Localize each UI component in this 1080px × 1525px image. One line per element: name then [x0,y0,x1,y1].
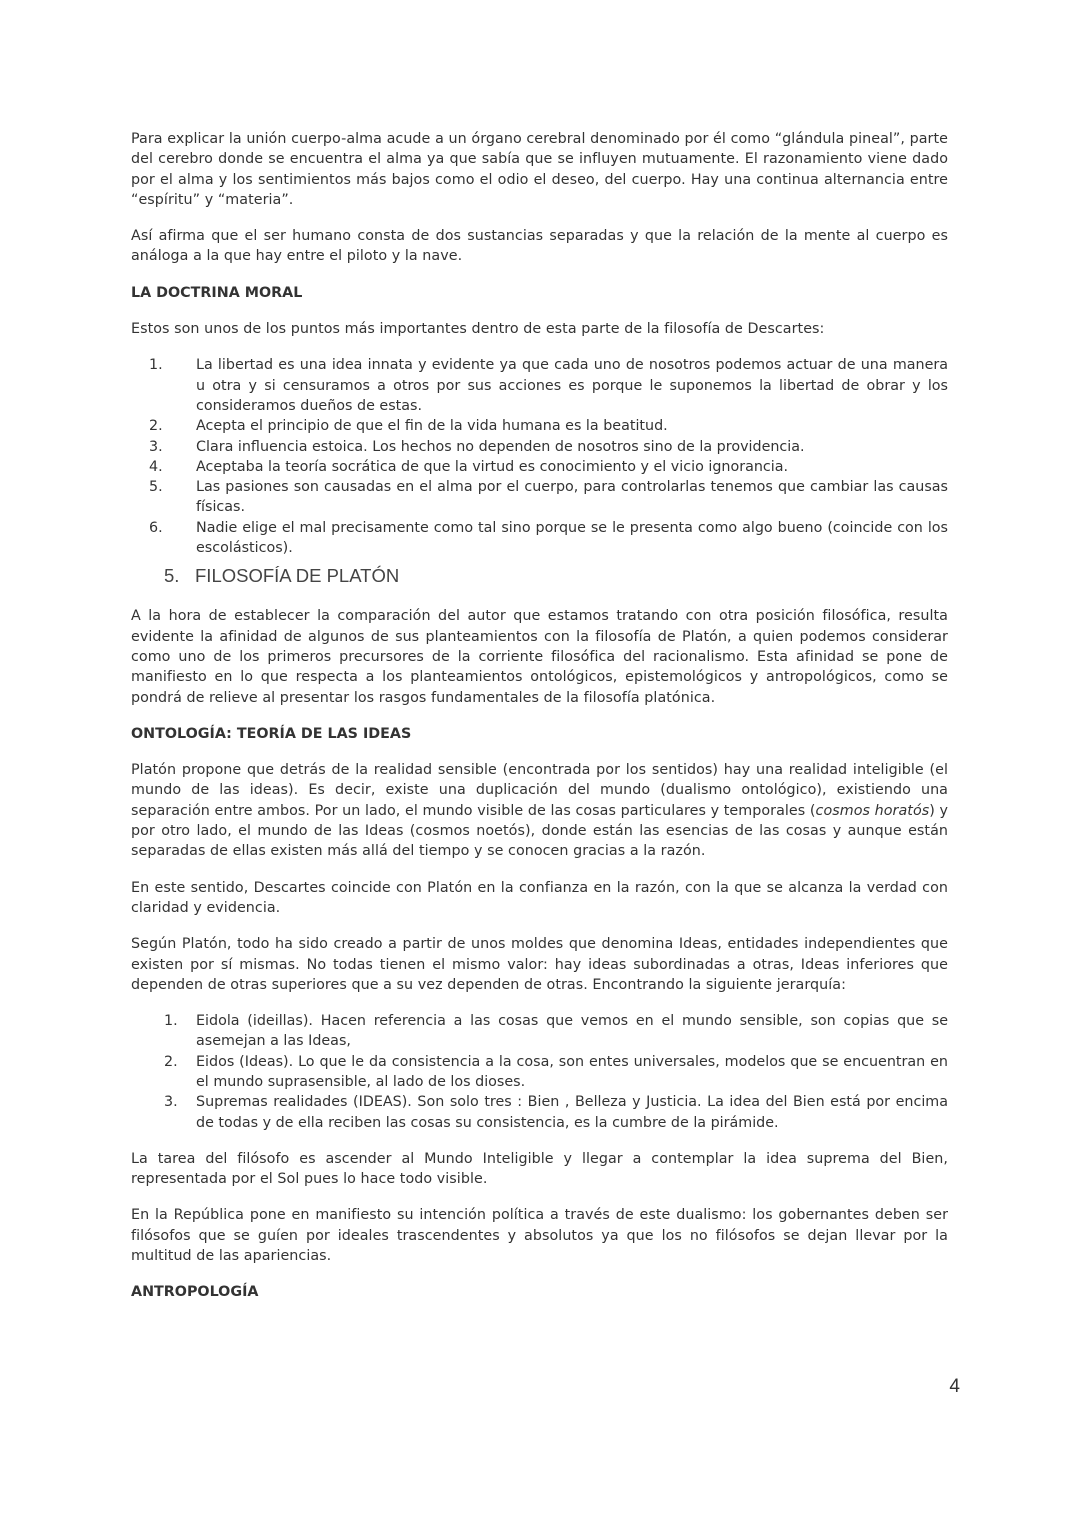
paragraph: Según Platón, todo ha sido creado a partir de unos moldes que denomina Ideas, entidades independientes que existen por sí mismas. No todas tienen el mismo valor: hay ideas subordinadas a otras, Ideas inferiores que dependen de otras superiores que a su vez dependen de otras. Encontrando la siguiente jerarquía: [131,936,948,993]
paragraph: En este sentido, Descartes coincide con Platón en la confianza en la razón, con la que se alcanza la verdad con claridad y evidencia. [131,879,948,916]
moral-list [131,355,948,558]
section-heading-antropologia: ANTROPOLOGÍA [131,1284,259,1301]
list-item [131,416,948,436]
italic-term: cosmos horatós [815,802,930,819]
list-number: 6. [149,519,163,536]
paragraph: La tarea del filósofo es ascender al Mundo Inteligible y llegar a contemplar la idea suprema del Bien, representada por el Sol pues lo hace todo visible. [131,1150,948,1188]
section-heading-ontologia: ONTOLOGÍA: TEORÍA DE LAS IDEAS [131,725,412,742]
paragraph-text: ) y por otro lado, el mundo de las Ideas (cosmos noetós), donde están las esencias de las cosas y aunque están separadas de ellas existen más allá del tiempo y se conocen gracias a la razón. [131,802,949,860]
list-item-text: Supremas realidades (IDEAS). Son solo tres : Bien , Belleza y Justicia. La idea del Bien está por encima de todas y de ella reciben las cosas su consistencia, es la cumbre de la pirámide. [196,1094,948,1131]
paragraph: A la hora de establecer la comparación del autor que estamos tratando con otra posición filosófica, resulta evidente la afinidad de algunos de sus planteamientos con la filosofía de Platón, a quien podemos considerar como uno de los primeros precursores de la corriente filosófica del racionalismo. Esta afinidad se pone de manifiesto en lo que respecta a los planteamientos ontológicos, epistemológicos y antropológicos, como se pondrá de relieve al presentar los rasgos fundamentales de la filosofía platónica. [131,608,948,706]
list-number: 4. [149,458,163,475]
list-item [131,355,948,416]
list-item [131,457,948,477]
list-item [131,1011,948,1052]
paragraph: Para explicar la unión cuerpo-alma acude a un órgano cerebral denominado por él como “glándula pineal”, parte del cerebro donde se encuentra el alma ya que sabía que se influyen mutuamente. El razonamiento viene dado por el alma y los sentimientos más bajos como el odio el deseo, del cuerpo. Hay una continua alternancia entre “espíritu” y “materia”. [131,131,948,208]
list-number: 3. [164,1094,178,1111]
list-number: 2. [164,1053,178,1070]
document-body [131,129,948,1319]
paragraph-text: Platón propone que detrás de la realidad sensible (encontrada por los sentidos) hay una realidad inteligible (el mundo de las ideas). Es decir, existe una duplicación del mundo (dualismo ontológico), existiendo una separación entre ambos. Por un lado, el mundo visible de las cosas particulares y temporales ( [131,762,948,819]
page-number: 4 [949,1376,960,1397]
list-number: 5. [149,479,163,496]
list-item-text: Aceptaba la teoría socrática de que la virtud es conocimiento y el vicio ignorancia. [196,458,789,475]
list-number: 3. [149,438,163,455]
section-title-text: FILOSOFÍA DE PLATÓN [195,565,400,587]
list-item-text: Eidola (ideillas). Hacen referencia a las cosas que vemos en el mundo sensible, son copias que se asemejan a las Ideas, [196,1013,948,1050]
paragraph [131,760,948,861]
list-number: 1. [164,1013,178,1030]
paragraph: Así afirma que el ser humano consta de dos sustancias separadas y que la relación de la mente al cuerpo es análoga a la que hay entre el piloto y la nave. [131,228,948,265]
list-item [131,1052,948,1093]
list-item [131,437,948,457]
list-item-text: La libertad es una idea innata y evidente ya que cada uno de nosotros podemos actuar de una manera u otra y si censuramos a otros por sus acciones es porque le suponemos la libertad de obrar y los consideramos dueños de estas. [196,357,948,414]
list-number: 2. [149,418,163,435]
section-heading-moral: LA DOCTRINA MORAL [131,284,303,301]
list-number: 1. [149,357,163,374]
list-item-text: Las pasiones son causadas en el alma por el cuerpo, para controlarlas tenemos que cambiar las causas físicas. [196,479,948,516]
list-item-text: Clara influencia estoica. Los hechos no dependen de nosotros sino de la providencia. [196,438,805,455]
section-number: 5. [164,565,180,587]
list-item [131,477,948,518]
list-item-text: Acepta el principio de que el fin de la vida humana es la beatitud. [196,418,668,435]
list-item [131,518,948,559]
list-item-text: Eidos (Ideas). Lo que le da consistencia a la cosa, son entes universales, modelos que se encuentran en el mundo suprasensible, al lado de los dioses. [196,1053,948,1090]
list-item [131,1092,948,1133]
list-item-text: Nadie elige el mal precisamente como tal sino porque se le presenta como algo bueno (coincide con los escolásticos). [196,519,948,557]
ideas-hierarchy-list [131,1011,948,1133]
paragraph: Estos son unos de los puntos más importantes dentro de esta parte de la filosofía de Descartes: [131,321,825,338]
paragraph: En la República pone en manifiesto su intención política a través de este dualismo: los gobernantes deben ser filósofos que se guíen por ideales trascendentes y absolutos ya que los no filósofos se dejan llevar por la multitud de las apariencias. [131,1207,948,1265]
section-title-platon [131,562,948,590]
